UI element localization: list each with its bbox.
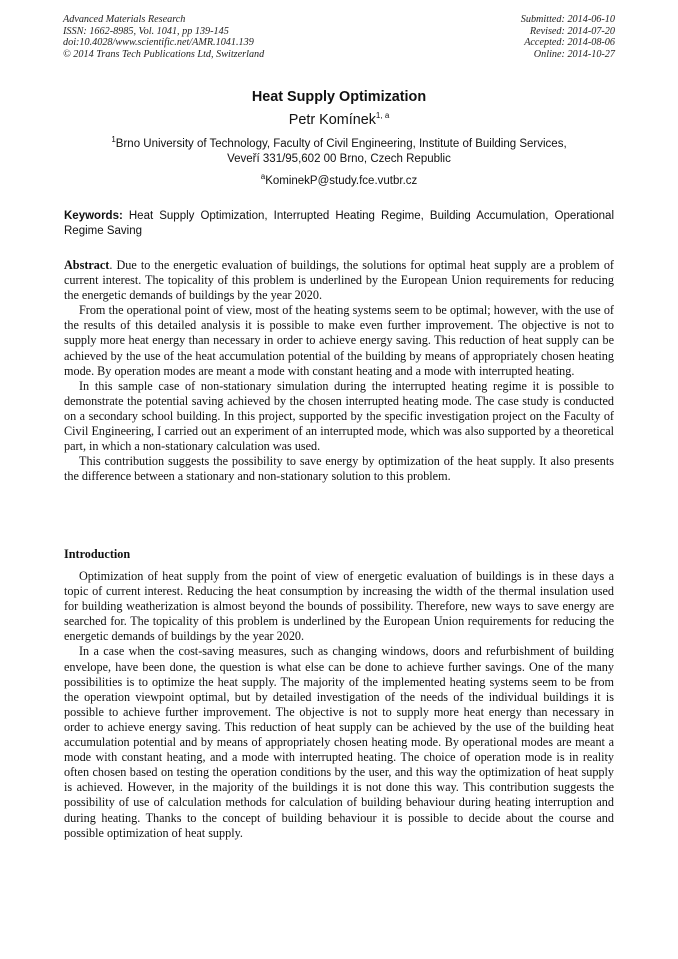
journal-name: Advanced Materials Research bbox=[63, 14, 186, 25]
copyright-line: © 2014 Trans Tech Publications Ltd, Switzerland bbox=[63, 48, 265, 60]
author-email bbox=[0, 172, 678, 187]
introduction-heading: Introduction bbox=[64, 547, 131, 561]
publication-dates bbox=[521, 14, 615, 60]
keywords-text: Heat Supply Optimization, Interrupted Heating Regime, Building Accumulation, Operational Regime Saving bbox=[64, 210, 615, 237]
abstract-paragraph-4: This contribution suggests the possibility to save energy by optimization of the heat supply. It also presents the difference between a stationary and non-stationary solution to this problem. bbox=[64, 454, 614, 484]
affiliation bbox=[60, 137, 618, 166]
issn-line: ISSN: 1662-8985, Vol. 1041, pp 139-145 bbox=[63, 25, 229, 37]
author-line bbox=[0, 112, 678, 128]
keywords-label: Keywords: bbox=[64, 210, 123, 222]
affiliation-sup: 1 bbox=[111, 135, 116, 145]
affiliation-line-1: Brno University of Technology, Faculty of Civil Engineering, Institute of Building Services, bbox=[115, 138, 567, 150]
paper-title: Heat Supply Optimization bbox=[251, 89, 427, 105]
author-sup: 1, a bbox=[375, 111, 390, 121]
keywords bbox=[64, 209, 614, 239]
abstract-paragraph-2: From the operational point of view, most of the heating systems seem to be optimal; however, with the use of the results of this detailed analysis it is possible to make even further improvement. The objective is not to supply more heat energy than necessary in order to achieve energy saving. This reduction of heat supply can be achieved by the use of the heat accumulation potential of the building by means of appropriately chosen heating mode. By operation modes are meant a mode with constant heating and a mode with interrupted heating. bbox=[64, 303, 614, 378]
email-sup: a bbox=[260, 172, 266, 182]
affiliation-line-2: Veveří 331/95,602 00 Brno, Czech Republic bbox=[227, 152, 451, 165]
email-address: KominekP@study.fce.vutbr.cz bbox=[265, 175, 418, 187]
submitted-date: Submitted: 2014-06-10 bbox=[520, 14, 615, 25]
introduction-paragraph-1: Optimization of heat supply from the point of view of energetic evaluation of buildings is in these days a topic of current interest. Reducing the heat consumption by increasing the width of the thermal insulation used for building weatherization is almost beyond the bounds of possibility. Therefore, new ways to save energy are searched for. The topicality of this problem is underlined by the European Union requirements for reducing the energetic demands of buildings by the year 2020. bbox=[64, 569, 614, 644]
abstract-text-1: . Due to the energetic evaluation of buildings, the solutions for optimal heat supply are a problem of current interest. The topicality of this problem is underlined by the European Union requirements for reducing the energetic demands of buildings by the year 2020. bbox=[64, 258, 614, 303]
online-date: Online: 2014-10-27 bbox=[533, 48, 615, 60]
doi-line: doi:10.4028/www.scientific.net/AMR.1041.139 bbox=[63, 37, 254, 49]
abstract-section bbox=[64, 258, 614, 484]
introduction-paragraph-2: In a case when the cost-saving measures, such as changing windows, doors and refurbishment of building envelope, have been done, the question is what else can be done to achieve further savings. One of the many possibilities is to optimize the heat supply. The majority of the implemented heating systems seem to be from the operation viewpoint optimal, but by detailed investigation of the needs of the individual buildings it is possible to achieve further improvement. The objective is not to supply more heat energy than necessary in order to achieve energy saving. This reduction of heat supply can be achieved by the use of the building heat accumulation potential and by means of appropriately chosen heating mode. By operational modes are meant a mode with constant heating, and a mode with interrupted heating. The choice of operation mode is in reality often chosen based on testing the operation conditions by the user, and this way the optimization of heat supply is achieved. However, in the majority of the buildings it is not done this way. This contribution suggests the possibility of use of calculation methods for calculation of building behaviour during heating interruption and during heating. Thanks to the concept of building behaviour it is possible to decide about the course and possible optimization of heat supply. bbox=[64, 644, 614, 840]
revised-date: Revised: 2014-07-20 bbox=[529, 25, 615, 37]
abstract-label: Abstract bbox=[64, 258, 110, 272]
accepted-date: Accepted: 2014-08-06 bbox=[524, 37, 615, 49]
abstract-paragraph-3: In this sample case of non-stationary simulation during the interrupted heating regime it is possible to demonstrate the potential saving achieved by the chosen interrupted heating mode. The case study is conducted on a secondary school building. In this project, supported by the specific investigation project on the Faculty of Civil Engineering, I carried out an experiment of an interrupted mode, which was also supported by a theoretical part, in which a non-stationary calculation was used. bbox=[64, 378, 614, 454]
author-name: Petr Komínek bbox=[288, 112, 376, 128]
introduction-section bbox=[64, 569, 614, 841]
journal-info bbox=[63, 14, 264, 60]
abstract-paragraph-1 bbox=[64, 258, 614, 303]
